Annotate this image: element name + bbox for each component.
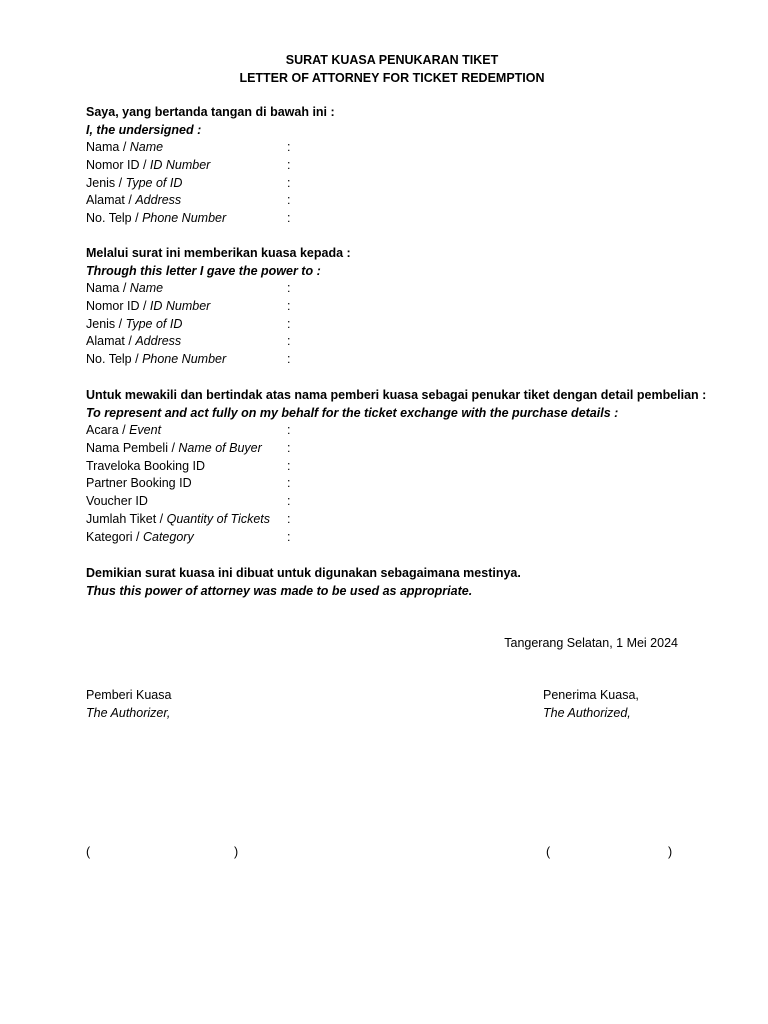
authorizer-label-en: The Authorizer, — [86, 706, 171, 720]
section-heading-en: To represent and act fully on my behalf for the ticket exchange with the purchase details : — [86, 405, 619, 420]
field-name: Nama / Name : — [86, 281, 291, 296]
section-heading-id: Melalui surat ini memberikan kuasa kepada : — [86, 246, 351, 260]
title-id: SURAT KUASA PENUKARAN TIKET — [285, 53, 499, 67]
place-date: Tangerang Selatan, 1 Mei 2024 — [504, 636, 678, 650]
field-category: Kategori / Category : — [86, 529, 291, 544]
authorized-label-en: The Authorized, — [543, 706, 631, 720]
field-event: Acara / Event : — [86, 423, 291, 438]
field-phone: No. Telp / Phone Number : — [86, 211, 291, 226]
closing-en: Thus this power of attorney was made to be used as appropriate. — [86, 583, 473, 598]
field-id-number: Nomor ID / ID Number : — [86, 299, 291, 314]
section-purchase-details — [86, 387, 706, 546]
authorizer-signature-close: ) — [234, 845, 239, 859]
authorized-signature-open: ( — [546, 845, 551, 859]
section-heading-id: Untuk mewakili dan bertindak atas nama pemberi kuasa sebagai penukar tiket dengan detail pembelian : — [86, 388, 707, 402]
section-heading-en: Through this letter I gave the power to : — [86, 263, 321, 278]
field-address: Alamat / Address : — [86, 193, 291, 208]
field-id-number: Nomor ID / ID Number : — [86, 158, 291, 173]
field-id-type: Jenis / Type of ID : — [86, 316, 291, 331]
section-heading-id: Saya, yang bertanda tangan di bawah ini : — [86, 105, 335, 119]
field-buyer-name: Nama Pembeli / Name of Buyer : — [86, 441, 291, 456]
authorizer-signature-open: ( — [86, 845, 91, 859]
authorized-label-id: Penerima Kuasa, — [543, 688, 639, 702]
field-partner-booking-id: Partner Booking ID : — [86, 476, 291, 491]
section-authorizer — [86, 104, 706, 228]
field-phone: No. Telp / Phone Number : — [86, 352, 291, 367]
field-traveloka-booking-id: Traveloka Booking ID : — [86, 458, 291, 473]
section-authorized — [86, 245, 706, 369]
closing-statement — [86, 565, 706, 600]
section-heading-en: I, the undersigned : — [86, 122, 202, 137]
field-address: Alamat / Address : — [86, 334, 291, 349]
field-name: Nama / Name : — [86, 140, 291, 155]
authorized-signature-close: ) — [668, 845, 673, 859]
title-en: LETTER OF ATTORNEY FOR TICKET REDEMPTION — [239, 71, 545, 85]
closing-id: Demikian surat kuasa ini dibuat untuk digunakan sebagaimana mestinya. — [86, 566, 521, 580]
field-ticket-quantity: Jumlah Tiket / Quantity of Tickets : — [86, 511, 291, 526]
authorizer-label-id: Pemberi Kuasa — [86, 688, 172, 702]
field-id-type: Jenis / Type of ID : — [86, 175, 291, 190]
field-voucher-id: Voucher ID : — [86, 494, 291, 509]
